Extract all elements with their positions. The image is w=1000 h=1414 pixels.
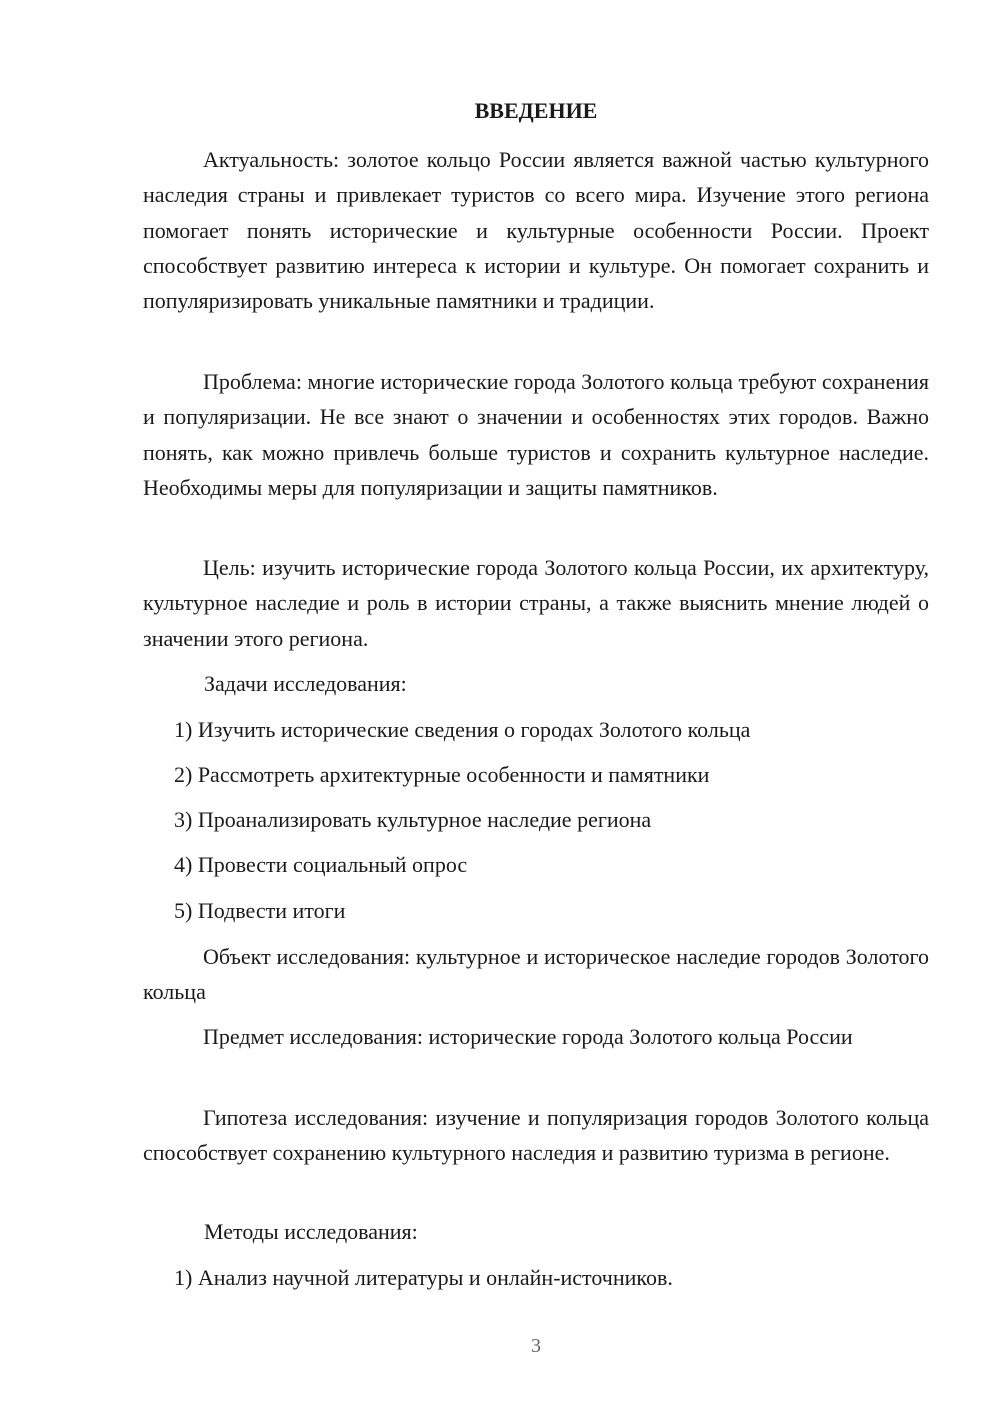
paragraph-problem: Проблема: многие исторические города Золотого кольца требуют сохранения и популяризации. Не все знают о значении и особенностях этих городов. Важно понять, как можно привлечь больше туристов и сохранить культурное наследие. Необходимы меры для популяризации и защиты памятников. <box>143 369 929 500</box>
paragraph-subject: Предмет исследования: исторические города Золотого кольца России <box>203 1024 853 1049</box>
paragraph-goal: Цель: изучить исторические города Золотого кольца России, их архитектуру, культурное наследие и роль в истории страны, а также выяснить мнение людей о значении этого региона. <box>143 555 929 651</box>
task-item: 2) Рассмотреть архитектурные особенности и памятники <box>174 762 710 787</box>
task-item: 4) Провести социальный опрос <box>174 852 468 877</box>
task-item: 1) Изучить исторические сведения о городах Золотого кольца <box>174 717 751 742</box>
paragraph-relevance: Актуальность: золотое кольцо России является важной частью культурного наследия страны и привлекает туристов со всего мира. Изучение этого региона помогает понять исторические и культурные особенности России. Проект способствует развитию интереса к истории и культуре. Он помогает сохранить и популяризировать уникальные памятники и традиции. <box>143 147 929 314</box>
paragraph-hypothesis: Гипотеза исследования: изучение и популяризация городов Золотого кольца способствует сохранению культурного наследия и развитию туризма в регионе. <box>143 1105 929 1166</box>
page-title: ВВЕДЕНИЕ <box>474 98 598 123</box>
task-item: 3) Проанализировать культурное наследие региона <box>174 807 652 832</box>
tasks-heading: Задачи исследования: <box>204 671 407 696</box>
paragraph-object: Объект исследования: культурное и историческое наследие городов Золотого кольца <box>143 944 929 1005</box>
method-item: 1) Анализ научной литературы и онлайн-источников. <box>174 1265 673 1290</box>
page-number: 3 <box>531 1335 541 1357</box>
methods-heading: Методы исследования: <box>204 1219 418 1244</box>
task-item: 5) Подвести итоги <box>174 898 346 923</box>
